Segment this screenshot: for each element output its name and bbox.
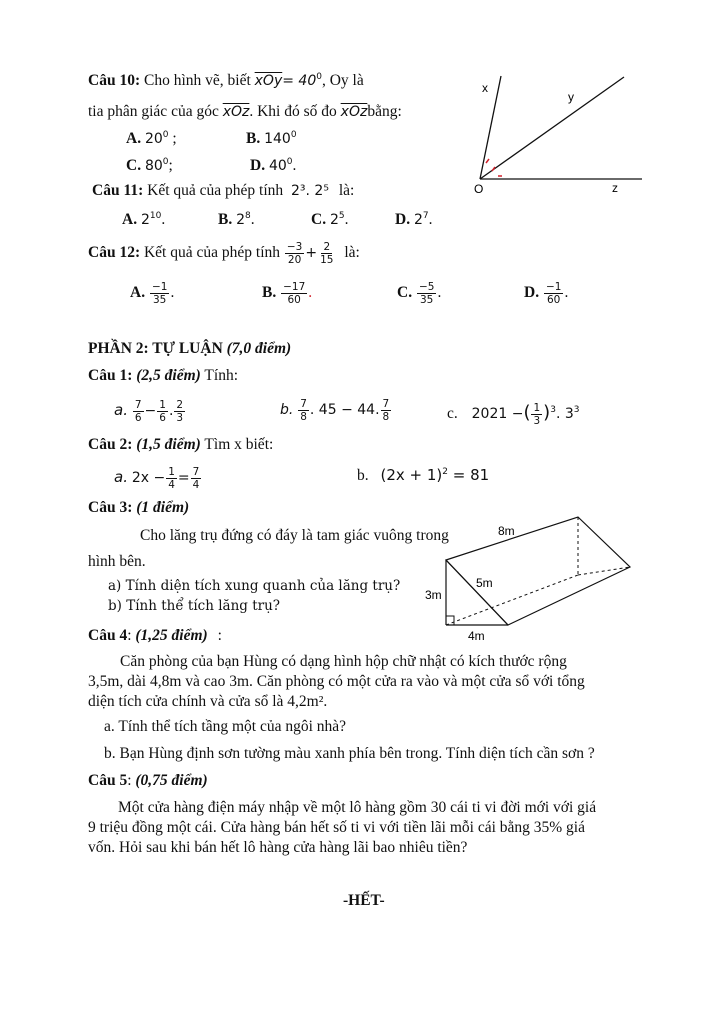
- q12-line: Câu 12: Kết quả của phép tính $\frac{-3}{20}$ + $\frac{2}{15}$ là:: [88, 240, 360, 266]
- label-y: y: [568, 90, 574, 104]
- p4-heading: Câu 4: (1,25 điểm) :: [88, 627, 222, 644]
- q12-option-a[interactable]: A. $\frac{-1}{35}$ .: [130, 280, 175, 306]
- q12-fraction-2: $\frac{2}{15}$: [320, 240, 334, 266]
- prism-figure: [420, 515, 640, 647]
- p5-line3: vốn. Hỏi sau khi bán hết lô hàng cửa hàng lãi bao nhiêu tiền?: [88, 839, 468, 856]
- q12-option-c[interactable]: C. $\frac{-5}{35}$ .: [397, 280, 442, 306]
- q10-label: Câu 10:: [88, 72, 141, 89]
- label-z: z: [612, 181, 618, 195]
- p3-heading: Câu 3: (1 điểm): [88, 499, 190, 516]
- part2-heading: PHẦN 2: TỰ LUẬN (7,0 điểm): [88, 340, 292, 357]
- p5-line2: 9 triệu đồng một cái. Cửa hàng bán hết số ti vi với tiền lãi mỗi cái bằng 35% giá: [88, 819, 585, 836]
- q12-option-b[interactable]: B. $\frac{-17}{60}$ .: [262, 280, 313, 306]
- q11-line: Câu 11: Kết quả của phép tính 2³. 2⁵ là:: [92, 182, 355, 199]
- right-angle-mark: [446, 616, 454, 625]
- q11-option-a[interactable]: A. $2^{10}$.: [122, 210, 166, 228]
- q10-option-a[interactable]: A. $20^0$ ;: [126, 129, 177, 147]
- p3-item-b: b) Tính thể tích lăng trụ?: [108, 598, 281, 614]
- p4-part-a: a. Tính thể tích tầng một của ngôi nhà?: [104, 718, 347, 735]
- q11-option-b[interactable]: B. $2^8$.: [218, 210, 255, 228]
- q12-fraction-1: $\frac{-3}{20}$: [286, 240, 303, 266]
- p4-part-b: b. Bạn Hùng định sơn tường màu xanh phía bên trong. Tính diện tích cần sơn ?: [104, 745, 595, 762]
- q11-option-c[interactable]: C. $2^5$.: [311, 210, 349, 228]
- ray-oy: [480, 77, 624, 179]
- end-marker: -HẾT-: [343, 892, 385, 909]
- label-o: O: [474, 182, 484, 196]
- p3-line2: hình bên.: [88, 553, 146, 570]
- p1-part-b: b. $\frac{7}{8}$ . 45 − 44. $\frac{7}{8}$: [280, 397, 390, 423]
- label-x: x: [482, 81, 488, 95]
- p3-line1: Cho lăng trụ đứng có đáy là tam giác vuông trong: [140, 527, 449, 544]
- label-8m: 8m: [498, 524, 515, 538]
- q10-option-c[interactable]: C. $80^0$;: [126, 156, 173, 174]
- prism-hypotenuse: [446, 560, 508, 625]
- p1-heading: Câu 1: (2,5 điểm) Tính:: [88, 367, 239, 384]
- label-5m: 5m: [476, 576, 493, 590]
- q12-label: Câu 12:: [88, 244, 141, 261]
- q10-line1: Câu 10: Cho hình vẽ, biết $\overline{xOy}= 40^0$, Oy là: [88, 71, 364, 89]
- p1-part-c: c. 2021 −( $\frac{1}{3}$ )$^3$. $3^3$: [447, 402, 580, 428]
- q11-label: Câu 11:: [92, 182, 144, 199]
- p5-line1: Một cửa hàng điện máy nhập về một lô hàng gồm 30 cái ti vi đời mới với giá: [118, 799, 597, 816]
- q10-option-b[interactable]: B. $140^0$: [246, 129, 297, 147]
- prism-hidden-diagonal: [446, 575, 578, 625]
- label-3m: 3m: [425, 588, 442, 602]
- p4-line2: 3,5m, dài 4,8m và cao 3m. Căn phòng có một cửa ra vào và một cửa sổ với tổng: [88, 673, 585, 690]
- p2-heading: Câu 2: (1,5 điểm) Tìm x biết:: [88, 436, 274, 453]
- p1-part-a: a. $\frac{7}{6}$ − $\frac{1}{6}$ . $\frac{2}{3}$: [114, 398, 184, 424]
- q12-option-d[interactable]: D. $\frac{-1}{60}$ .: [524, 280, 569, 306]
- p4-line3: diện tích cửa chính và cửa sổ là 4,2m².: [88, 693, 328, 710]
- p2-part-a: a. 2x − $\frac{1}{4}$ = $\frac{7}{4}$: [114, 465, 200, 491]
- p5-heading: Câu 5: (0,75 điểm): [88, 772, 208, 789]
- q10-option-d[interactable]: D. $40^0$.: [250, 156, 297, 174]
- p3-item-a: a) Tính diện tích xung quanh của lăng trụ?: [108, 578, 401, 594]
- p2-part-b: b. $(2x + 1)^2 = 81$: [357, 466, 490, 484]
- angle-figure: [470, 68, 650, 198]
- label-4m: 4m: [468, 629, 485, 643]
- q11-option-d[interactable]: D. $2^7$.: [395, 210, 433, 228]
- angle-mark-1: [486, 159, 489, 163]
- p4-line1: Căn phòng của bạn Hùng có dạng hình hộp chữ nhật có kích thước rộng: [120, 653, 567, 670]
- q10-line2: tia phân giác của góc $\overline{xOz}$. Khi đó số đo $\overline{xOz}bằng$:: [88, 103, 402, 120]
